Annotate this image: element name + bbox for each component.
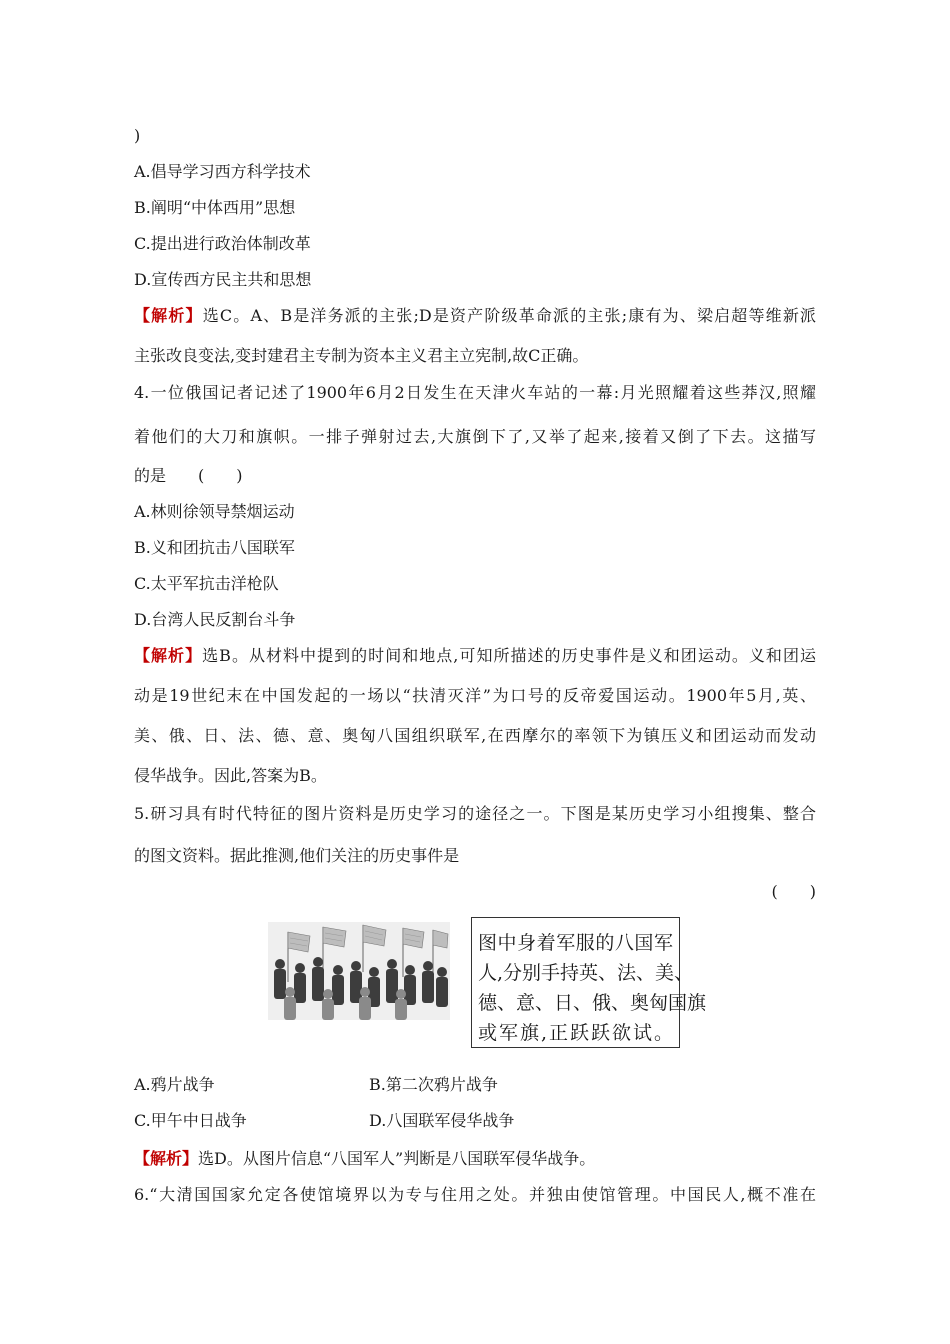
q3-analysis-line-1 [134, 306, 816, 326]
q4-analysis-line-1 [134, 646, 816, 666]
q4-stem-line-1: 4.一位俄国记者记述了1900年6月2日发生在天津火车站的一幕:月光照耀着这些莽汉,照耀 [134, 383, 816, 402]
q6-stem-line-1: 6.“大清国国家允定各使馆境界以为专与住用之处。并独由使馆管理。中国民人,概不准在 [134, 1185, 816, 1204]
q5-option-d: D.八国联军侵华战争 [369, 1111, 515, 1130]
q4-analysis-line-3: 美、俄、日、法、德、意、奥匈八国组织联军,在西摩尔的率领下为镇压义和团运动而发动 [134, 726, 816, 745]
analysis-label: 【解析】 [134, 646, 203, 665]
q3-option-b: B.阐明“中体西用”思想 [134, 198, 296, 217]
caption-line-4: 或军旗,正跃跃欲试。 [478, 1022, 673, 1044]
q5-option-c: C.甲午中日战争 [134, 1111, 247, 1130]
q3-analysis-text: 选C。A、B是洋务派的主张;D是资产阶级革命派的主张;康有为、梁启超等维新派 [202, 306, 816, 325]
q5-stem-line-1: 5.研习具有时代特征的图片资料是历史学习的途径之一。下图是某历史学习小组搜集、整合 [134, 804, 816, 823]
analysis-label: 【解析】 [134, 306, 203, 325]
q3-option-c: C.提出进行政治体制改革 [134, 234, 311, 253]
q4-analysis-line-4: 侵华战争。因此,答案为B。 [134, 766, 327, 785]
caption-line-2: 人,分别手持英、法、美、 [478, 962, 694, 984]
q4-option-b: B.义和团抗击八国联军 [134, 538, 295, 557]
caption-box [471, 917, 707, 1048]
q4-option-d: D.台湾人民反割台斗争 [134, 610, 296, 629]
caption-line-3: 德、意、日、俄、奥匈国旗 [478, 992, 707, 1014]
caption-line-1: 图中身着军服的八国军 [478, 932, 673, 954]
q4-stem-line-3: 的是 ( ) [134, 466, 243, 485]
q4-option-c: C.太平军抗击洋枪队 [134, 574, 279, 593]
q4-analysis-line-2: 动是19世纪末在中国发起的一场以“扶清灭洋”为口号的反帝爱国运动。1900年5月,英、 [134, 686, 816, 705]
q4-stem-line-2: 着他们的大刀和旗帜。一排子弹射过去,大旗倒下了,又举了起来,接着又倒了下去。这描写 [134, 427, 816, 446]
q4-analysis-text: 选B。从材料中提到的时间和地点,可知所描述的历史事件是义和团运动。义和团运 [202, 646, 816, 665]
q5-analysis-text: 选D。从图片信息“八国军人”判断是八国联军侵华战争。 [198, 1149, 596, 1168]
q5-answer-paren: ( ) [771, 882, 816, 901]
analysis-label: 【解析】 [134, 1149, 199, 1168]
q5-stem-line-2: 的图文资料。据此推测,他们关注的历史事件是 [134, 846, 460, 865]
q5-analysis-line-1 [134, 1149, 816, 1169]
q3-paren-close: ) [134, 126, 141, 145]
q5-option-a: A.鸦片战争 [134, 1075, 215, 1094]
q3-analysis-line-2: 主张改良变法,变封建君主专制为资本主义君主立宪制,故C正确。 [134, 346, 589, 365]
q5-option-b: B.第二次鸦片战争 [369, 1075, 498, 1094]
q4-option-a: A.林则徐领导禁烟运动 [134, 502, 295, 521]
q3-option-d: D.宣传西方民主共和思想 [134, 270, 312, 289]
eight-nation-soldiers-image [268, 922, 450, 1020]
q3-option-a: A.倡导学习西方科学技术 [134, 162, 311, 181]
